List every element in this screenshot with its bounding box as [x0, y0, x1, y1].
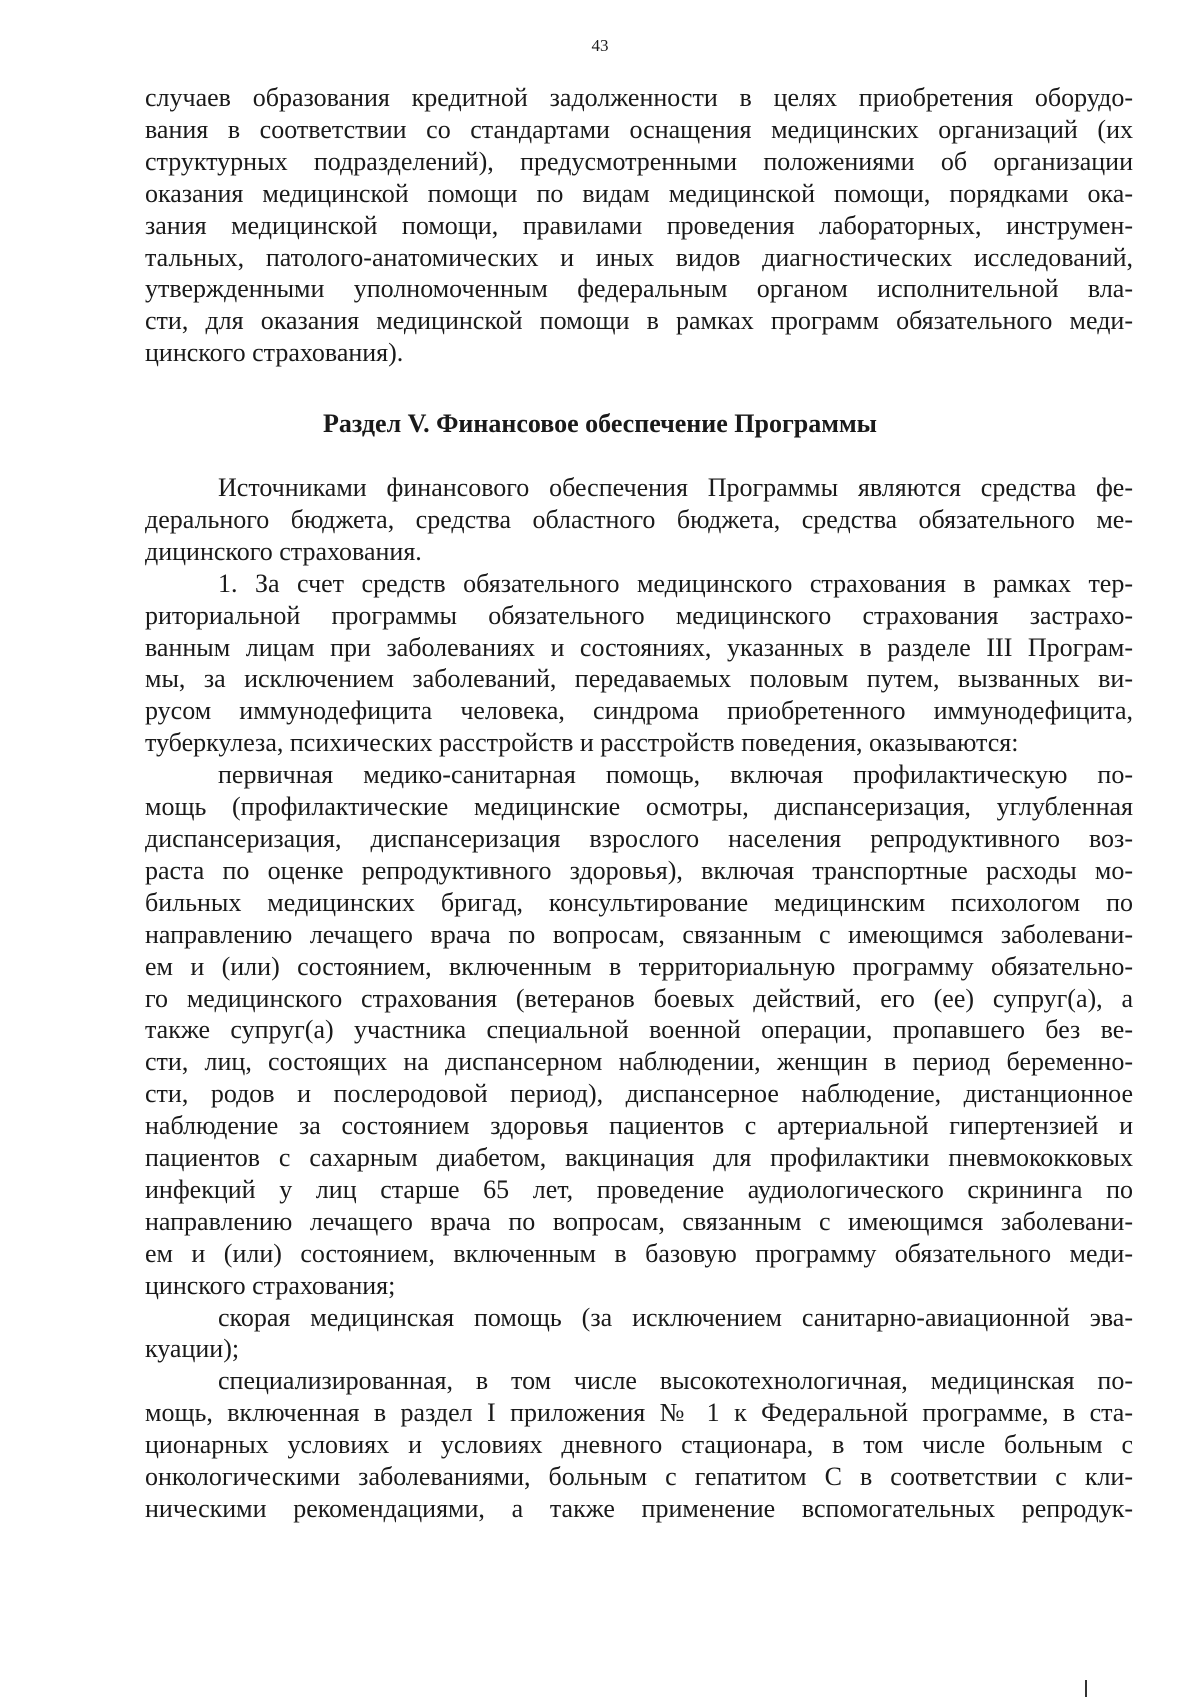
text-line: диспансеризация, диспансеризация взрослого населения репродуктивного воз-: [145, 823, 1133, 853]
text-line: направлению лечащего врача по вопросам, связанным с имеющимся заболевани-: [145, 1206, 1133, 1236]
text-line: ем и (или) состоянием, включенным в территориальную программу обязательно-: [145, 951, 1133, 981]
text-line: инфекций у лиц старше 65 лет, проведение аудиологического скрининга по: [145, 1174, 1133, 1204]
text-line: сти, лиц, состоящих на диспансерном наблюдении, женщин в период беременно-: [145, 1047, 1133, 1077]
page-number: 43: [591, 36, 609, 55]
section-heading: Раздел V. Финансовое обеспечение Программы: [323, 409, 877, 438]
text-line: онкологическими заболеваниями, больным с гепатитом C в соответствии с кли-: [145, 1462, 1133, 1492]
scan-edge-mark: [1085, 1680, 1087, 1697]
text-line: зания медицинской помощи, правилами проведения лабораторных, инструмен-: [145, 210, 1133, 240]
text-line: тальных, патолого-анатомических и иных видов диагностических исследований,: [145, 242, 1133, 272]
text-line: скорая медицинская помощь (за исключением санитарно-авиационной эва-: [218, 1302, 1133, 1332]
text-line: туберкулеза, психических расстройств и расстройств поведения, оказываются:: [145, 728, 1019, 758]
text-line: Источниками финансового обеспечения Программы являются средства фе-: [218, 473, 1133, 502]
text-line: сти, родов и послеродовой период), диспансерное наблюдение, дистанционное: [145, 1079, 1133, 1109]
text-line: сти, для оказания медицинской помощи в рамках программ обязательного меди-: [145, 306, 1133, 336]
text-line: ционарных условиях и условиях дневного стационара, в том числе больным с: [145, 1430, 1133, 1460]
text-line: бильных медицинских бригад, консультирование медицинским психологом по: [145, 887, 1133, 917]
text-line: мы, за исключением заболеваний, передаваемых половым путем, вызванных ви-: [145, 664, 1133, 694]
text-line: дицинского страхования.: [145, 536, 422, 566]
text-line: первичная медико-санитарная помощь, включая профилактическую по-: [218, 760, 1133, 790]
text-line: наблюдение за состоянием здоровья пациентов с артериальной гипертензией и: [145, 1111, 1133, 1141]
text-line: дерального бюджета, средства областного бюджета, средства обязательного ме-: [145, 504, 1133, 534]
continuation-paragraph: [145, 82, 1133, 369]
text-line: структурных подразделений), предусмотренными положениями об организации: [145, 146, 1133, 176]
text-line: специализированная, в том числе высокотехнологичная, медицинская по-: [218, 1366, 1133, 1396]
text-line: раста по оценке репродуктивного здоровья), включая транспортные расходы мо-: [145, 855, 1133, 885]
text-line: русом иммунодефицита человека, синдрома приобретенного иммунодефицита,: [145, 696, 1133, 726]
section-body: [145, 472, 1133, 1525]
text-line: случаев образования кредитной задолженности в целях приобретения оборудо-: [145, 83, 1133, 112]
text-line: цинского страхования).: [145, 338, 404, 368]
text-line: вания в соответствии со стандартами оснащения медицинских организаций (их: [145, 114, 1133, 144]
text-line: куации);: [145, 1334, 240, 1364]
text-line: пациентов с сахарным диабетом, вакцинация для профилактики пневмококковых: [145, 1143, 1133, 1173]
text-line: 1. За счет средств обязательного медицинского страхования в рамках тер-: [218, 568, 1133, 598]
text-line: мощь (профилактические медицинские осмотры, диспансеризация, углубленная: [145, 792, 1133, 822]
text-line: оказания медицинской помощи по видам медицинской помощи, порядками ока-: [145, 178, 1133, 208]
text-line: го медицинского страхования (ветеранов боевых действий, его (ее) супруг(а), а: [145, 983, 1133, 1013]
text-line: ем и (или) состоянием, включенным в базовую программу обязательного меди-: [145, 1238, 1133, 1268]
text-line: риториальной программы обязательного медицинского страхования застрахо-: [145, 600, 1133, 630]
text-line: цинского страхования;: [145, 1270, 396, 1300]
text-line: направлению лечащего врача по вопросам, связанным с имеющимся заболевани-: [145, 919, 1133, 949]
text-line: мощь, включенная в раздел I приложения № 1 к Федеральной программе, в ста-: [145, 1398, 1133, 1428]
text-line: ническими рекомендациями, а также применение вспомогательных репродук-: [145, 1494, 1133, 1523]
text-line: ванным лицам при заболеваниях и состояниях, указанных в разделе III Програм-: [145, 632, 1133, 662]
text-line: утвержденными уполномоченным федеральным органом исполнительной вла-: [145, 274, 1133, 304]
text-line: также супруг(а) участника специальной военной операции, пропавшего без ве-: [145, 1015, 1133, 1045]
